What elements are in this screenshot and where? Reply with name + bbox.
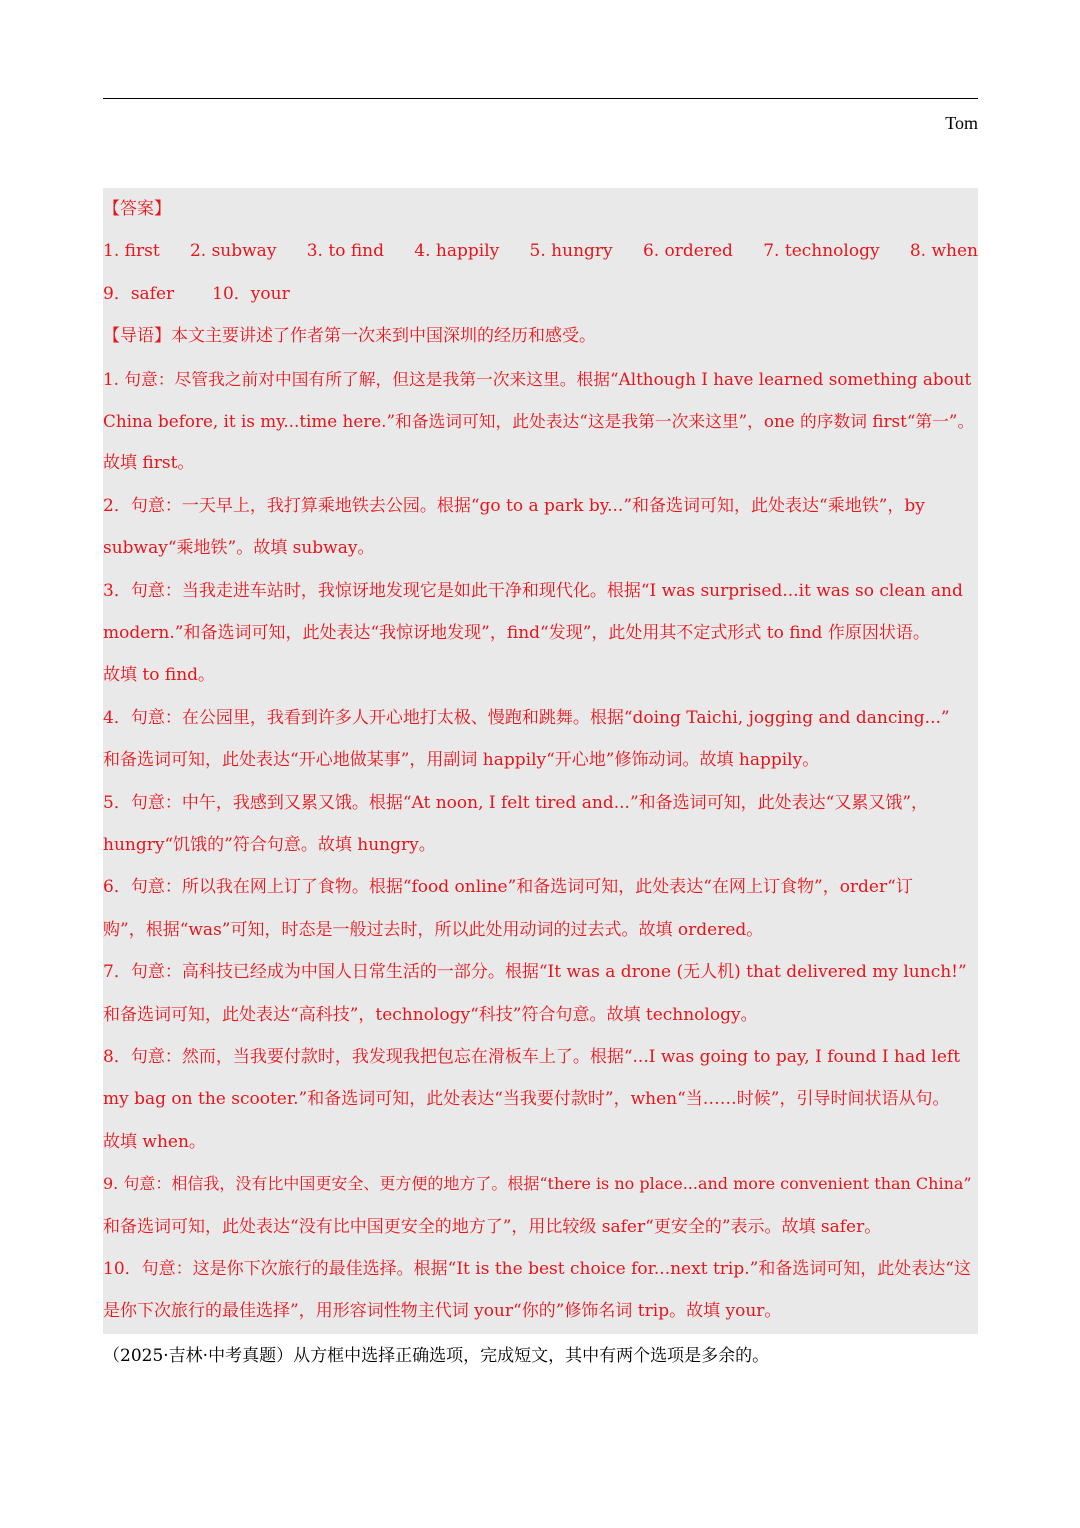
explanation-line: 和备选词可知，此处表达“高科技”，technology“科技”符合句意。故填 technology。 [103, 1004, 758, 1025]
answer-item: 4. happily [414, 241, 500, 262]
explanation-line: 5．句意：中午，我感到又累又饿。根据“At noon, I felt tired and...”和备选词可知，此处表达“又累又饿”， [103, 792, 929, 813]
explanation-line: 和备选词可知，此处表达“没有比中国更安全的地方了”，用比较级 safer“更安全的”表示。故填 safer。 [103, 1216, 882, 1237]
header-rule [103, 98, 978, 99]
explanation-line: 9. 句意：相信我，没有比中国更安全、更方便的地方了。根据“there is no place...and more convenient than China” [103, 1174, 972, 1194]
answer-title: 【答案】 [103, 199, 171, 219]
answer-item: 6. ordered [642, 241, 733, 262]
explanation-line: 故填 first。 [103, 453, 195, 474]
answers-row-2 [103, 273, 978, 315]
explanation-line: hungry“饥饿的”符合句意。故填 hungry。 [103, 835, 436, 855]
explanation-line: 2．句意：一天早上，我打算乘地铁去公园。根据“go to a park by...”和备选词可知，此处表达“乘地铁”，by [103, 495, 925, 516]
explanation-line: 4．句意：在公园里，我看到许多人开心地打太极、慢跑和跳舞。根据“doing Taichi, jogging and dancing...” [103, 707, 950, 728]
explanation-line: 【导语】本文主要讲述了作者第一次来到中国深圳的经历和感受。 [103, 326, 596, 347]
explanation-line: 7．句意：高科技已经成为中国人日常生活的一部分。根据“It was a drone (无人机) that delivered my lunch!” [103, 962, 967, 983]
explanation-line: 和备选词可知，此处表达“开心地做某事”，用副词 happily“开心地”修饰动词。故填 happily。 [103, 750, 820, 771]
explanation-line: 1. 句意：尽管我之前对中国有所了解，但这是我第一次来这里。根据“Although I have learned something about [103, 368, 972, 389]
answer-item: 2. subway [189, 241, 277, 262]
explanation-line: 故填 to find。 [103, 665, 216, 686]
answer-item: 3. to find [306, 241, 384, 262]
explanation-line: modern.”和备选词可知，此处表达“我惊讶地发现”，find“发现”，此处用其不定式形式 to find 作原因状语。 [103, 623, 930, 643]
explanation-line: my bag on the scooter.”和备选词可知，此处表达“当我要付款时”，when“当……时候”，引导时间状语从句。 [103, 1089, 950, 1110]
next-question-intro: （2025·吉林·中考真题）从方框中选择正确选项，完成短文，其中有两个选项是多余的。 [103, 1346, 770, 1366]
answer-item: 9．safer [103, 283, 175, 304]
answers-row-1 [103, 230, 978, 272]
explanation-line: 6．句意：所以我在网上订了食物。根据“food online”和备选词可知，此处表达“在网上订食物”，order“订 [103, 877, 913, 898]
explanation-line: 是你下次旅行的最佳选择”，用形容词性物主代词 your“你的”修饰名词 trip。故填 your。 [103, 1301, 782, 1322]
answer-item: 7. technology [763, 241, 880, 262]
answer-item: 8. when [909, 241, 978, 262]
explanation-line: 10．句意：这是你下次旅行的最佳选择。根据“It is the best choice for...next trip.”和备选词可知，此处表达“这 [103, 1259, 972, 1279]
answer-item: 5. hungry [529, 241, 613, 262]
explanation-line: subway“乘地铁”。故填 subway。 [103, 538, 375, 559]
answer-item: 1. first [103, 241, 160, 262]
explanation-line: 3．句意：当我走进车站时，我惊讶地发现它是如此干净和现代化。根据“I was surprised...it was so clean and [103, 580, 963, 601]
explanation-line: 购”，根据“was”可知，时态是一般过去时，所以此处用动词的过去式。故填 ordered。 [103, 919, 764, 940]
header-name: Tom [945, 113, 978, 133]
answer-item: 10．your [212, 283, 290, 304]
explanation-line: China before, it is my...time here.”和备选词可知，此处表达“这是我第一次来这里”，one 的序数词 first“第一”。 [103, 411, 975, 431]
explanation-line: 8．句意：然而，当我要付款时，我发现我把包忘在滑板车上了。根据“...I was going to pay, I found I had left [103, 1047, 961, 1067]
explanation-line: 故填 when。 [103, 1131, 206, 1152]
